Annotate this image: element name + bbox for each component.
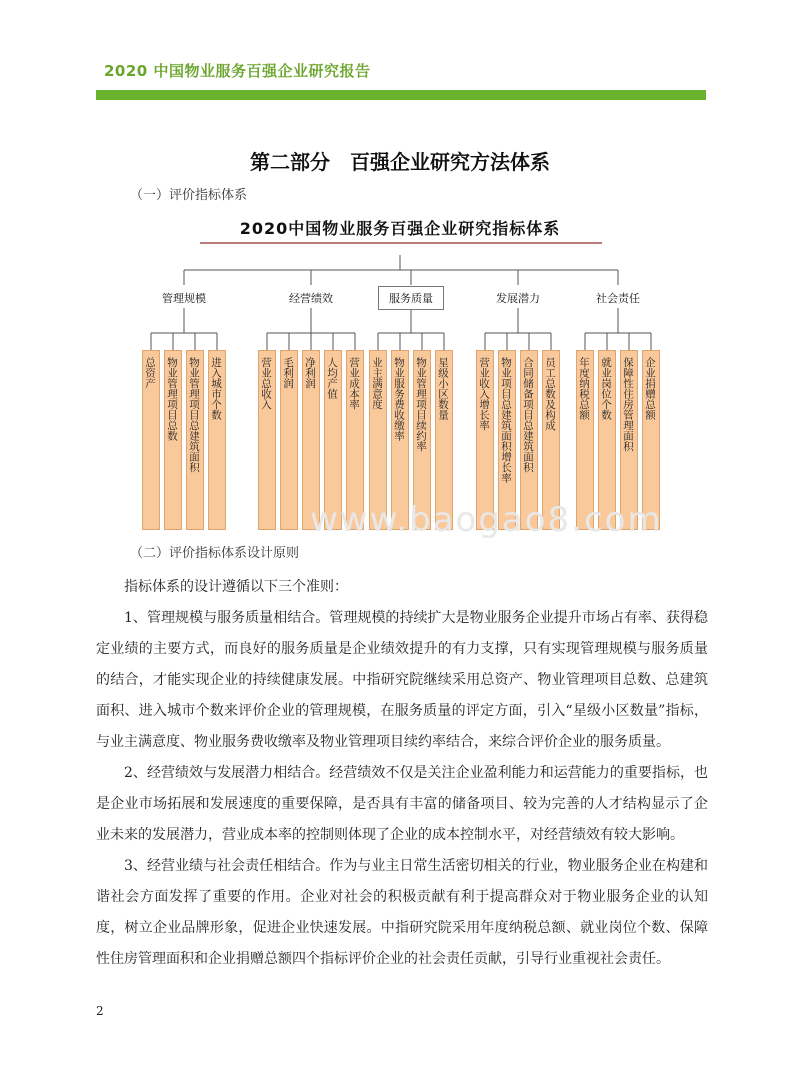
paragraph-intro: 指标体系的设计遵循以下三个准则： <box>124 579 348 595</box>
indicator-leaf: 物业管理项目总数 <box>164 350 182 530</box>
category-3: 服务质量 <box>378 286 444 310</box>
indicator-leaf: 合同储备项目总建筑面积 <box>520 350 538 530</box>
category-2: 经营绩效 <box>289 292 333 305</box>
indicator-leaf: 营业成本率 <box>346 350 364 530</box>
paragraph-principle-2: 2、经营绩效与发展潜力相结合。经营绩效不仅是关注企业盈利能力和运营能力的重要指标，也是企业市场拓展和发展速度的重要保障，是否具有丰富的储备项目、较为完善的人才结构显示了企业未来的发展潜力，营业成本率的控制则体现了企业的成本控制水平，对经营绩效有较大影响。 <box>96 765 708 843</box>
report-header-title: 2020 中国物业服务百强企业研究报告 <box>104 62 371 80</box>
indicator-leaf: 营业收入增长率 <box>476 350 494 530</box>
watermark-text: www.baogao8.com <box>310 500 663 540</box>
indicator-leaf: 就业岗位个数 <box>598 350 616 530</box>
indicator-leaf: 净利润 <box>302 350 320 530</box>
chart-title: 2020中国物业服务百强企业研究指标体系 <box>239 219 561 238</box>
indicator-leaf: 员工总数及构成 <box>542 350 560 530</box>
indicator-leaf: 物业项目总建筑面积增长率 <box>498 350 516 530</box>
indicator-leaf: 保障性住房管理面积 <box>620 350 638 530</box>
indicator-leaf: 总资产 <box>142 350 160 530</box>
indicator-leaf: 物业管理项目总建筑面积 <box>186 350 204 530</box>
indicator-leaf: 星级小区数量 <box>435 350 453 530</box>
indicator-leaf: 企业捐赠总额 <box>642 350 660 530</box>
paragraph-principle-1: 1、管理规模与服务质量相结合。管理规模的持续扩大是物业服务企业提升市场占有率、获得稳定业绩的主要方式，而良好的服务质量是企业绩效提升的有力支撑，只有实现管理规模与服务质量的结合，才能实现企业的持续健康发展。中指研究院继续采用总资产、物业管理项目总数、总建筑面积、进入城市个数来评价企业的管理规模，在服务质量的评定方面，引入“星级小区数量”指标，与业主满意度、物业服务费收缴率及物业管理项目续约率结合，来综合评价企业的服务质量。 <box>96 610 708 750</box>
indicator-leaf: 物业管理项目续约率 <box>413 350 431 530</box>
page-number: 2 <box>96 1004 104 1018</box>
indicator-leaf: 人均产值 <box>324 350 342 530</box>
category-4: 发展潜力 <box>496 292 540 305</box>
indicator-leaf: 毛利润 <box>280 350 298 530</box>
part-title: 第二部分 百强企业研究方法体系 <box>250 150 550 174</box>
category-5: 社会责任 <box>596 292 640 305</box>
header-green-bar <box>96 90 706 100</box>
paragraph-principle-3: 3、经营业绩与社会责任相结合。作为与业主日常生活密切相关的行业，物业服务企业在构建和谐社会方面发挥了重要的作用。企业对社会的积极贡献有利于提高群众对于物业服务企业的认知度，树立企业品牌形象，促进企业快速发展。中指研究院采用年度纳税总额、就业岗位个数、保障性住房管理面积和企业捐赠总额四个指标评价企业的社会责任贡献，引导行业重视社会责任。 <box>96 858 708 967</box>
indicator-leaf: 业主满意度 <box>369 350 387 530</box>
category-1: 管理规模 <box>162 292 206 305</box>
section-heading-1: （一）评价指标体系 <box>130 188 248 203</box>
indicator-leaf: 物业服务费收缴率 <box>391 350 409 530</box>
section-heading-2: （二）评价指标体系设计原则 <box>130 546 300 561</box>
indicator-leaf: 营业总收入 <box>258 350 276 530</box>
indicator-leaf: 进入城市个数 <box>208 350 226 530</box>
indicator-leaf: 年度纳税总额 <box>576 350 594 530</box>
